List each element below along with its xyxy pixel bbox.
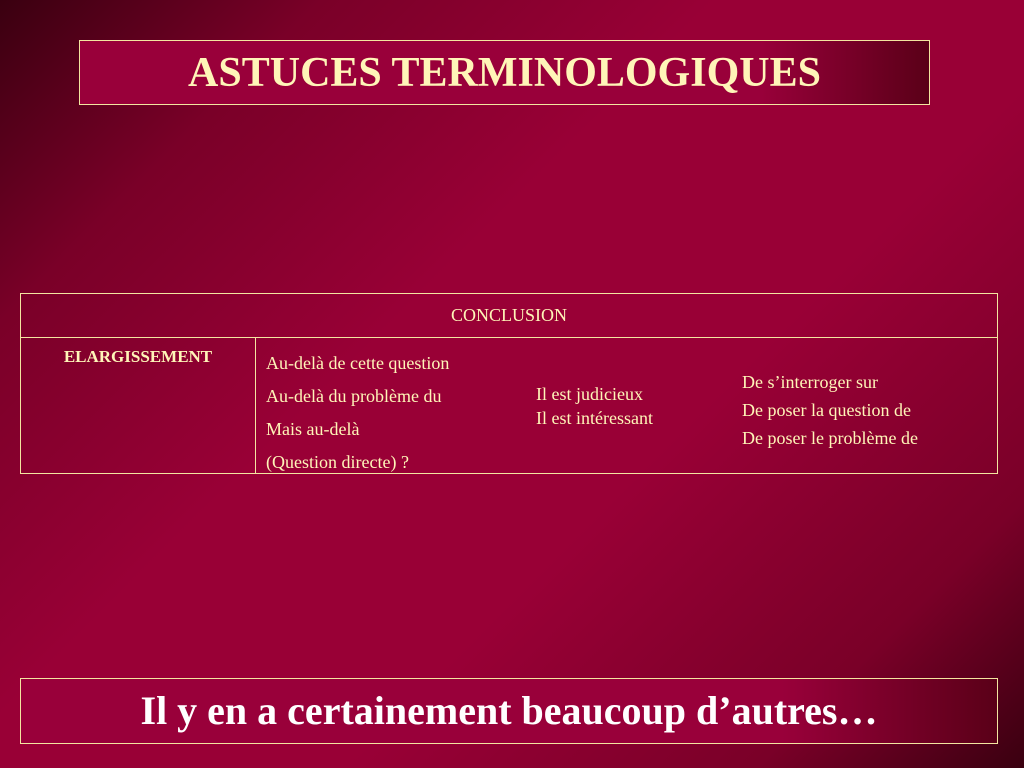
column-c-line: De s’interroger sur: [742, 372, 878, 392]
column-c: [742, 368, 918, 452]
footer-box: [20, 678, 998, 744]
conclusion-table: [20, 293, 998, 474]
column-c-line: De poser le problème de: [742, 428, 918, 448]
column-c-line: De poser la question de: [742, 400, 911, 420]
title-box: [79, 40, 930, 105]
column-b-line: Il est intéressant: [536, 408, 653, 428]
row-label-cell: [21, 338, 256, 473]
column-b-line: Il est judicieux: [536, 384, 643, 404]
column-a-line: Au-delà du problème du: [266, 386, 442, 406]
column-b: [536, 382, 653, 430]
column-a-line: (Question directe) ?: [266, 452, 409, 472]
table-header: [21, 294, 997, 338]
row-label: ELARGISSEMENT: [63, 347, 213, 366]
table-header-label: CONCLUSION: [450, 305, 567, 325]
column-a-line: Au-delà de cette question: [266, 353, 450, 373]
footer-text: Il y en a certainement beaucoup d’autres…: [140, 688, 878, 733]
column-a: [266, 347, 449, 479]
column-a-line: Mais au-delà: [266, 419, 360, 439]
slide-title: ASTUCES TERMINOLOGIQUES: [188, 49, 821, 96]
